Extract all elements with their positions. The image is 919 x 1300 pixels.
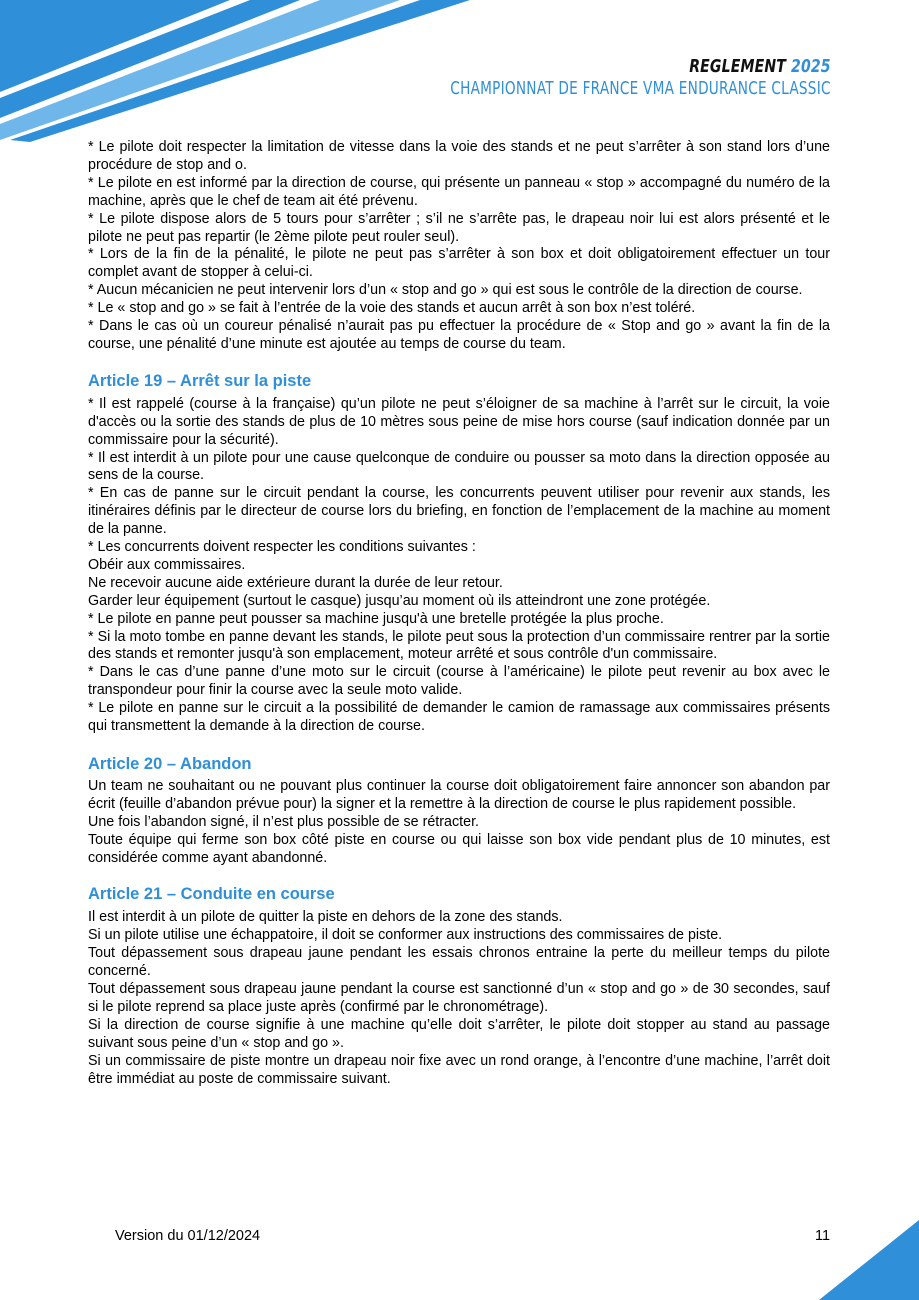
paragraph: Garder leur équipement (surtout le casque) jusqu’au moment où ils atteindront une zone protégée. — [88, 592, 711, 609]
paragraph: Si un commissaire de piste montre un drapeau noir fixe avec un rond orange, à l’encontre d’une machine, l’arrêt doit être immédiat au poste de commissaire suivant. — [88, 1052, 830, 1087]
paragraph: * Le pilote en panne peut pousser sa machine jusqu'à une bretelle protégée la plus proche. — [88, 610, 664, 627]
header-year: 2025 — [791, 56, 831, 77]
paragraph: * Le pilote en est informé par la direction de course, qui présente un panneau « stop » accompagné du numéro de la machine, après que le chef de team ait été prévenu. — [88, 174, 830, 209]
paragraph: * Lors de la fin de la pénalité, le pilote ne peut pas s’arrêter à son box et doit obligatoirement effectuer un tour complet avant de stopper à celui-ci. — [88, 246, 830, 281]
paragraph: Un team ne souhaitant ou ne pouvant plus continuer la course doit obligatoirement faire annoncer son abandon par écrit (feuille d’abandon prévue pour) la signer et la remettre à la direction de course le plus rapidement possible. — [88, 777, 830, 812]
article-21-heading: Article 21 – Conduite en course — [88, 885, 335, 904]
header-subtitle: CHAMPIONNAT DE FRANCE VMA ENDURANCE CLASSIC — [450, 79, 831, 99]
paragraph: * Si la moto tombe en panne devant les stands, le pilote peut sous la protection d’un commissaire rentrer par la sortie des stands et remonter jusqu'à son emplacement, moteur arrêté et sous contrôle d'un commissaire. — [88, 628, 830, 663]
paragraph: * En cas de panne sur le circuit pendant la course, les concurrents peuvent utiliser pour revenir aux stands, les itinéraires définis par le directeur de course lors du briefing, en fonction de l’emplacement de la machine au moment de la panne. — [88, 485, 830, 538]
paragraph: Tout dépassement sous drapeau jaune pendant la course est sanctionné d’un « stop and go » de 30 secondes, sauf si le pilote reprend sa place juste après (confirmé par le chronométrage). — [88, 980, 830, 1015]
corner-decoration-bottom-right — [819, 1220, 919, 1300]
document-body — [88, 139, 830, 1088]
paragraph: Ne recevoir aucune aide extérieure durant la durée de leur retour. — [88, 574, 503, 591]
paragraph: * Le « stop and go » se fait à l’entrée de la voie des stands et aucun arrêt à son box n’est toléré. — [88, 300, 696, 317]
paragraph: * Les concurrents doivent respecter les conditions suivantes : — [88, 539, 476, 556]
paragraph: Si un pilote utilise une échappatoire, il doit se conformer aux instructions des commissaires de piste. — [88, 927, 723, 944]
paragraph: Si la direction de course signifie à une machine qu’elle doit s’arrêter, le pilote doit stopper au stand au passage suivant sous peine d’un « stop and go ». — [88, 1016, 830, 1051]
article-19-heading: Article 19 – Arrêt sur la piste — [88, 371, 312, 390]
page-number: 11 — [815, 1228, 831, 1244]
footer-version: Version du 01/12/2024 — [115, 1228, 261, 1244]
paragraph: * Le pilote doit respecter la limitation de vitesse dans la voie des stands et ne peut s’arrêter à son stand lors d’une procédure de stop and o. — [88, 139, 830, 173]
paragraph: Il est interdit à un pilote de quitter la piste en dehors de la zone des stands. — [88, 909, 563, 926]
paragraph: Une fois l’abandon signé, il n’est plus possible de se rétracter. — [88, 813, 480, 830]
header-title — [451, 56, 831, 77]
paragraph: * Dans le cas d’une panne d’une moto sur le circuit (course à l’américaine) le pilote peut revenir au box avec le transpondeur pour finir la course avec la seule moto valide. — [88, 664, 830, 699]
paragraph: * Aucun mécanicien ne peut intervenir lors d’un « stop and go » qui est sous le contrôle de la direction de course. — [88, 282, 803, 299]
header-reglement: REGLEMENT — [689, 56, 787, 77]
corner-decoration-top-left — [0, 0, 480, 145]
paragraph: Tout dépassement sous drapeau jaune pendant les essais chronos entraine la perte du meilleur temps du pilote concerné. — [88, 945, 830, 980]
paragraph: Toute équipe qui ferme son box côté piste en course ou qui laisse son box vide pendant plus de 10 minutes, est considérée comme ayant abandonné. — [88, 831, 830, 866]
document-header — [451, 56, 831, 99]
paragraph: * Dans le cas où un coureur pénalisé n’aurait pas pu effectuer la procédure de « Stop and go » avant la fin de la course, une pénalité d’une minute est ajoutée au temps de course du team. — [88, 318, 830, 352]
paragraph: * Le pilote en panne sur le circuit a la possibilité de demander le camion de ramassage aux commissaires présents qui transmettent la demande à la direction de course. — [88, 700, 830, 735]
paragraph: * Il est rappelé (course à la française) qu’un pilote ne peut s’éloigner de sa machine à l’arrêt sur le circuit, la voie d'accès ou la sortie des stands de plus de 10 mètres sous peine de mise hors course (sauf indication donnée par un commissaire pour la sécurité). — [88, 395, 830, 448]
paragraph: * Le pilote dispose alors de 5 tours pour s’arrêter ; s’il ne s’arrête pas, le drapeau noir lui est alors présenté et le pilote ne peut pas repartir (le 2ème pilote peut rouler seul). — [88, 210, 830, 245]
paragraph: * Il est interdit à un pilote pour une cause quelconque de conduire ou pousser sa moto dans la direction opposée au sens de la course. — [88, 449, 830, 484]
paragraph: Obéir aux commissaires. — [88, 556, 246, 573]
article-20-heading: Article 20 – Abandon — [88, 755, 252, 773]
